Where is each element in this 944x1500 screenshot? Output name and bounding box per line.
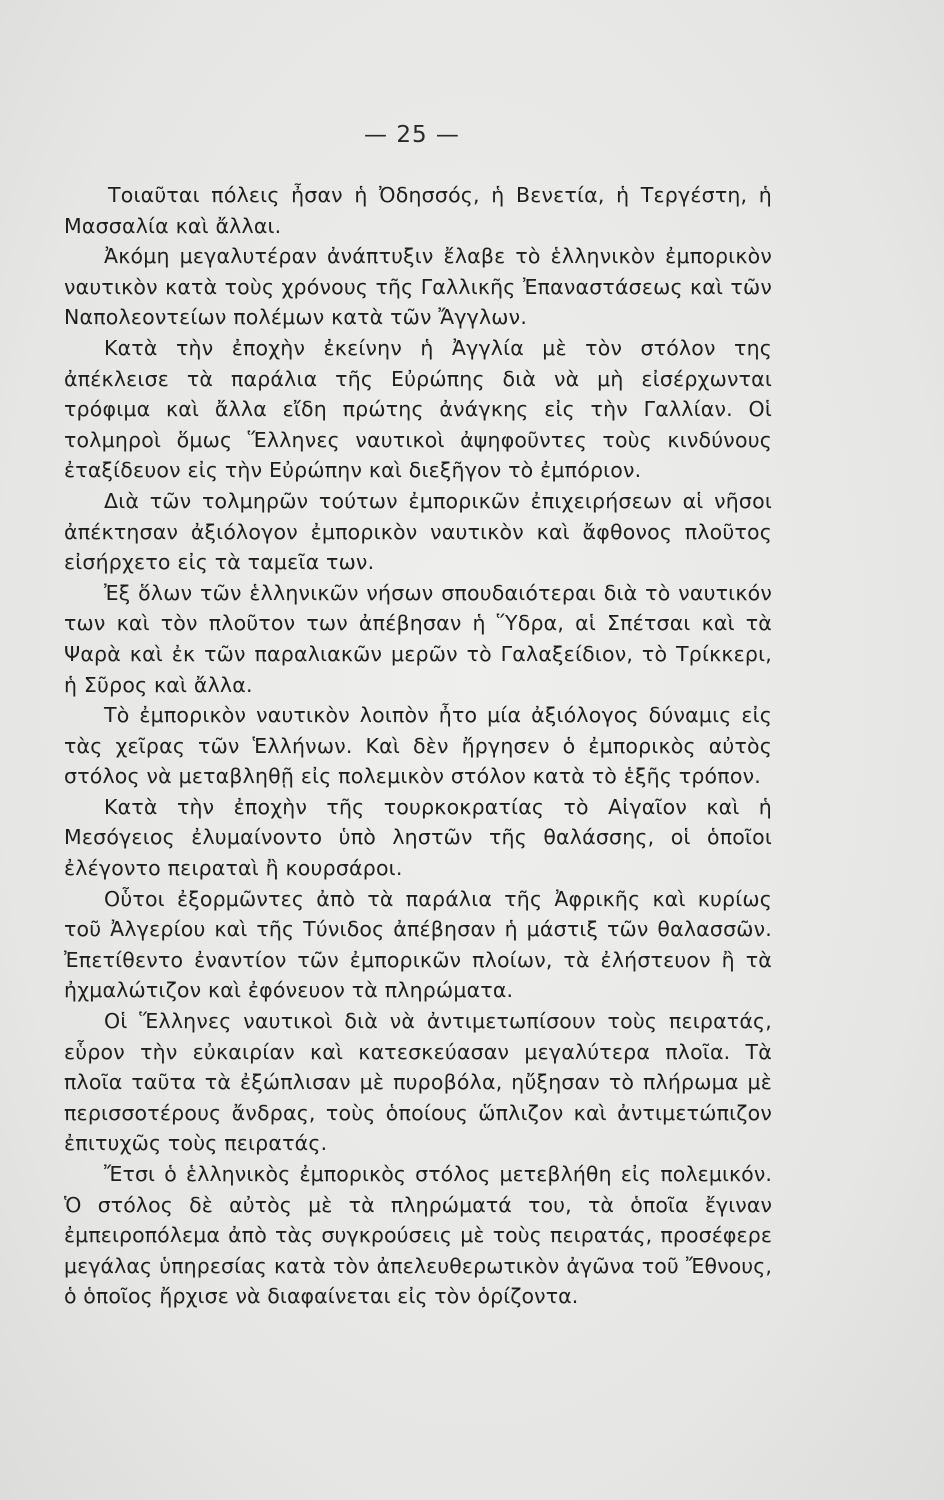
paragraph: Οὗτοι ἐξορμῶντες ἀπὸ τὰ παράλια τῆς Ἀφρικῆς καὶ κυρίως τοῦ Ἀλγερίου καὶ τῆς Τύνιδος ἀπέβησαν ἡ μάστιξ τῶν θαλασσῶν. Ἐπετίθεντο ἐναντίον τῶν ἐμπορικῶν πλοίων, τὰ ἐλήστευον ἢ τὰ ἠχμαλώτιζον καὶ ἐφόνευον τὰ πληρώματα.: [64, 886, 772, 1003]
paragraph: Τὸ ἐμπορικὸν ναυτικὸν λοιπὸν ἦτο μία ἀξιόλογος δύναμις εἰς τὰς χεῖρας τῶν Ἑλλήνων. Καὶ δὲν ἤργησεν ὁ ἐμπορικὸς αὐτὸς στόλος νὰ μεταβληθῇ εἰς πολεμικὸν στόλον κατὰ τὸ ἑξῆς τρόπον.: [64, 703, 772, 789]
paragraph: Κατὰ τὴν ἐποχὴν τῆς τουρκοκρατίας τὸ Αἰγαῖον καὶ ἡ Μεσόγειος ἐλυμαίνοντο ὑπὸ ληστῶν τῆς θαλάσσης, οἱ ὁποῖοι ἐλέγοντο πειραταὶ ἢ κουρσάροι.: [64, 794, 772, 881]
paragraph: Ἐξ ὅλων τῶν ἑλληνικῶν νήσων σπουδαιότεραι διὰ τὸ ναυτικόν των καὶ τὸν πλοῦτον των ἀπέβησαν ἡ Ὕδρα, αἱ Σπέτσαι καὶ τὰ Ψαρὰ καὶ ἐκ τῶν παραλιακῶν μερῶν τὸ Γαλαξείδιον, τὸ Τρίκκερι, ἡ Σῦρος καὶ ἄλλα.: [64, 580, 772, 697]
page-number: — 25 —: [364, 122, 460, 148]
paragraph: Ἀκόμη μεγαλυτέραν ἀνάπτυξιν ἔλαβε τὸ ἑλληνικὸν ἐμπορικὸν ναυτικὸν κατὰ τοὺς χρόνους τῆς Γαλλικῆς Ἐπαναστάσεως καὶ τῶν Ναπολεοντείων πολέμων κατὰ τῶν Ἄγγλων.: [64, 244, 772, 330]
paragraph: Διὰ τῶν τολμηρῶν τούτων ἐμπορικῶν ἐπιχειρήσεων αἱ νῆσοι ἀπέκτησαν ἀξιόλογον ἐμπορικὸν ναυτικὸν καὶ ἄφθονος πλοῦτος εἰσήρχετο εἰς τὰ ταμεῖα των.: [64, 488, 772, 575]
paragraph: Οἱ Ἕλληνες ναυτικοὶ διὰ νὰ ἀντιμετωπίσουν τοὺς πειρατάς, εὗρον τὴν εὐκαιρίαν καὶ κατεσκεύασαν μεγαλύτερα πλοῖα. Τὰ πλοῖα ταῦτα τὰ ἐξώπλισαν μὲ πυροβόλα, ηὔξησαν τὸ πλήρωμα μὲ περισσοτέρους ἄνδρας, τοὺς ὁποίους ὥπλιζον καὶ ἀντιμετώπιζον ἐπιτυχῶς τοὺς πειρατάς.: [64, 1009, 772, 1156]
body-text: [64, 180, 772, 1312]
paragraph: Κατὰ τὴν ἐποχὴν ἐκείνην ἡ Ἀγγλία μὲ τὸν στόλον της ἀπέκλεισε τὰ παράλια τῆς Εὐρώπης διὰ νὰ μὴ εἰσέρχωνται τρόφιμα καὶ ἄλλα εἴδη πρώτης ἀνάγκης εἰς τὴν Γαλλίαν. Οἱ τολμηροὶ ὅμως Ἕλληνες ναυτικοὶ ἀψηφοῦντες τοὺς κινδύνους ἐταξίδευον εἰς τὴν Εὐρώπην καὶ διεξῆγον τὸ ἐμπόριον.: [64, 335, 772, 483]
paragraph: Ἔτσι ὁ ἑλληνικὸς ἐμπορικὸς στόλος μετεβλήθη εἰς πολεμικόν. Ὁ στόλος δὲ αὐτὸς μὲ τὰ πληρώματά του, τὰ ὁποῖα ἔγιναν ἐμπειροπόλεμα ἀπὸ τὰς συγκρούσεις μὲ τοὺς πειρατάς, προσέφερε μεγάλας ὑπηρεσίας κατὰ τὸν ἀπελευθερωτικὸν ἀγῶνα τοῦ Ἔθνους, ὁ ὁποῖος ἤρχισε νὰ διαφαίνεται εἰς τὸν ὁρίζοντα.: [64, 1162, 772, 1309]
paragraph: Τοιαῦται πόλεις ἦσαν ἡ Ὀδησσός, ἡ Βενετία, ἡ Τεργέστη, ἡ Μασσαλία καὶ ἄλλαι.: [64, 183, 772, 238]
